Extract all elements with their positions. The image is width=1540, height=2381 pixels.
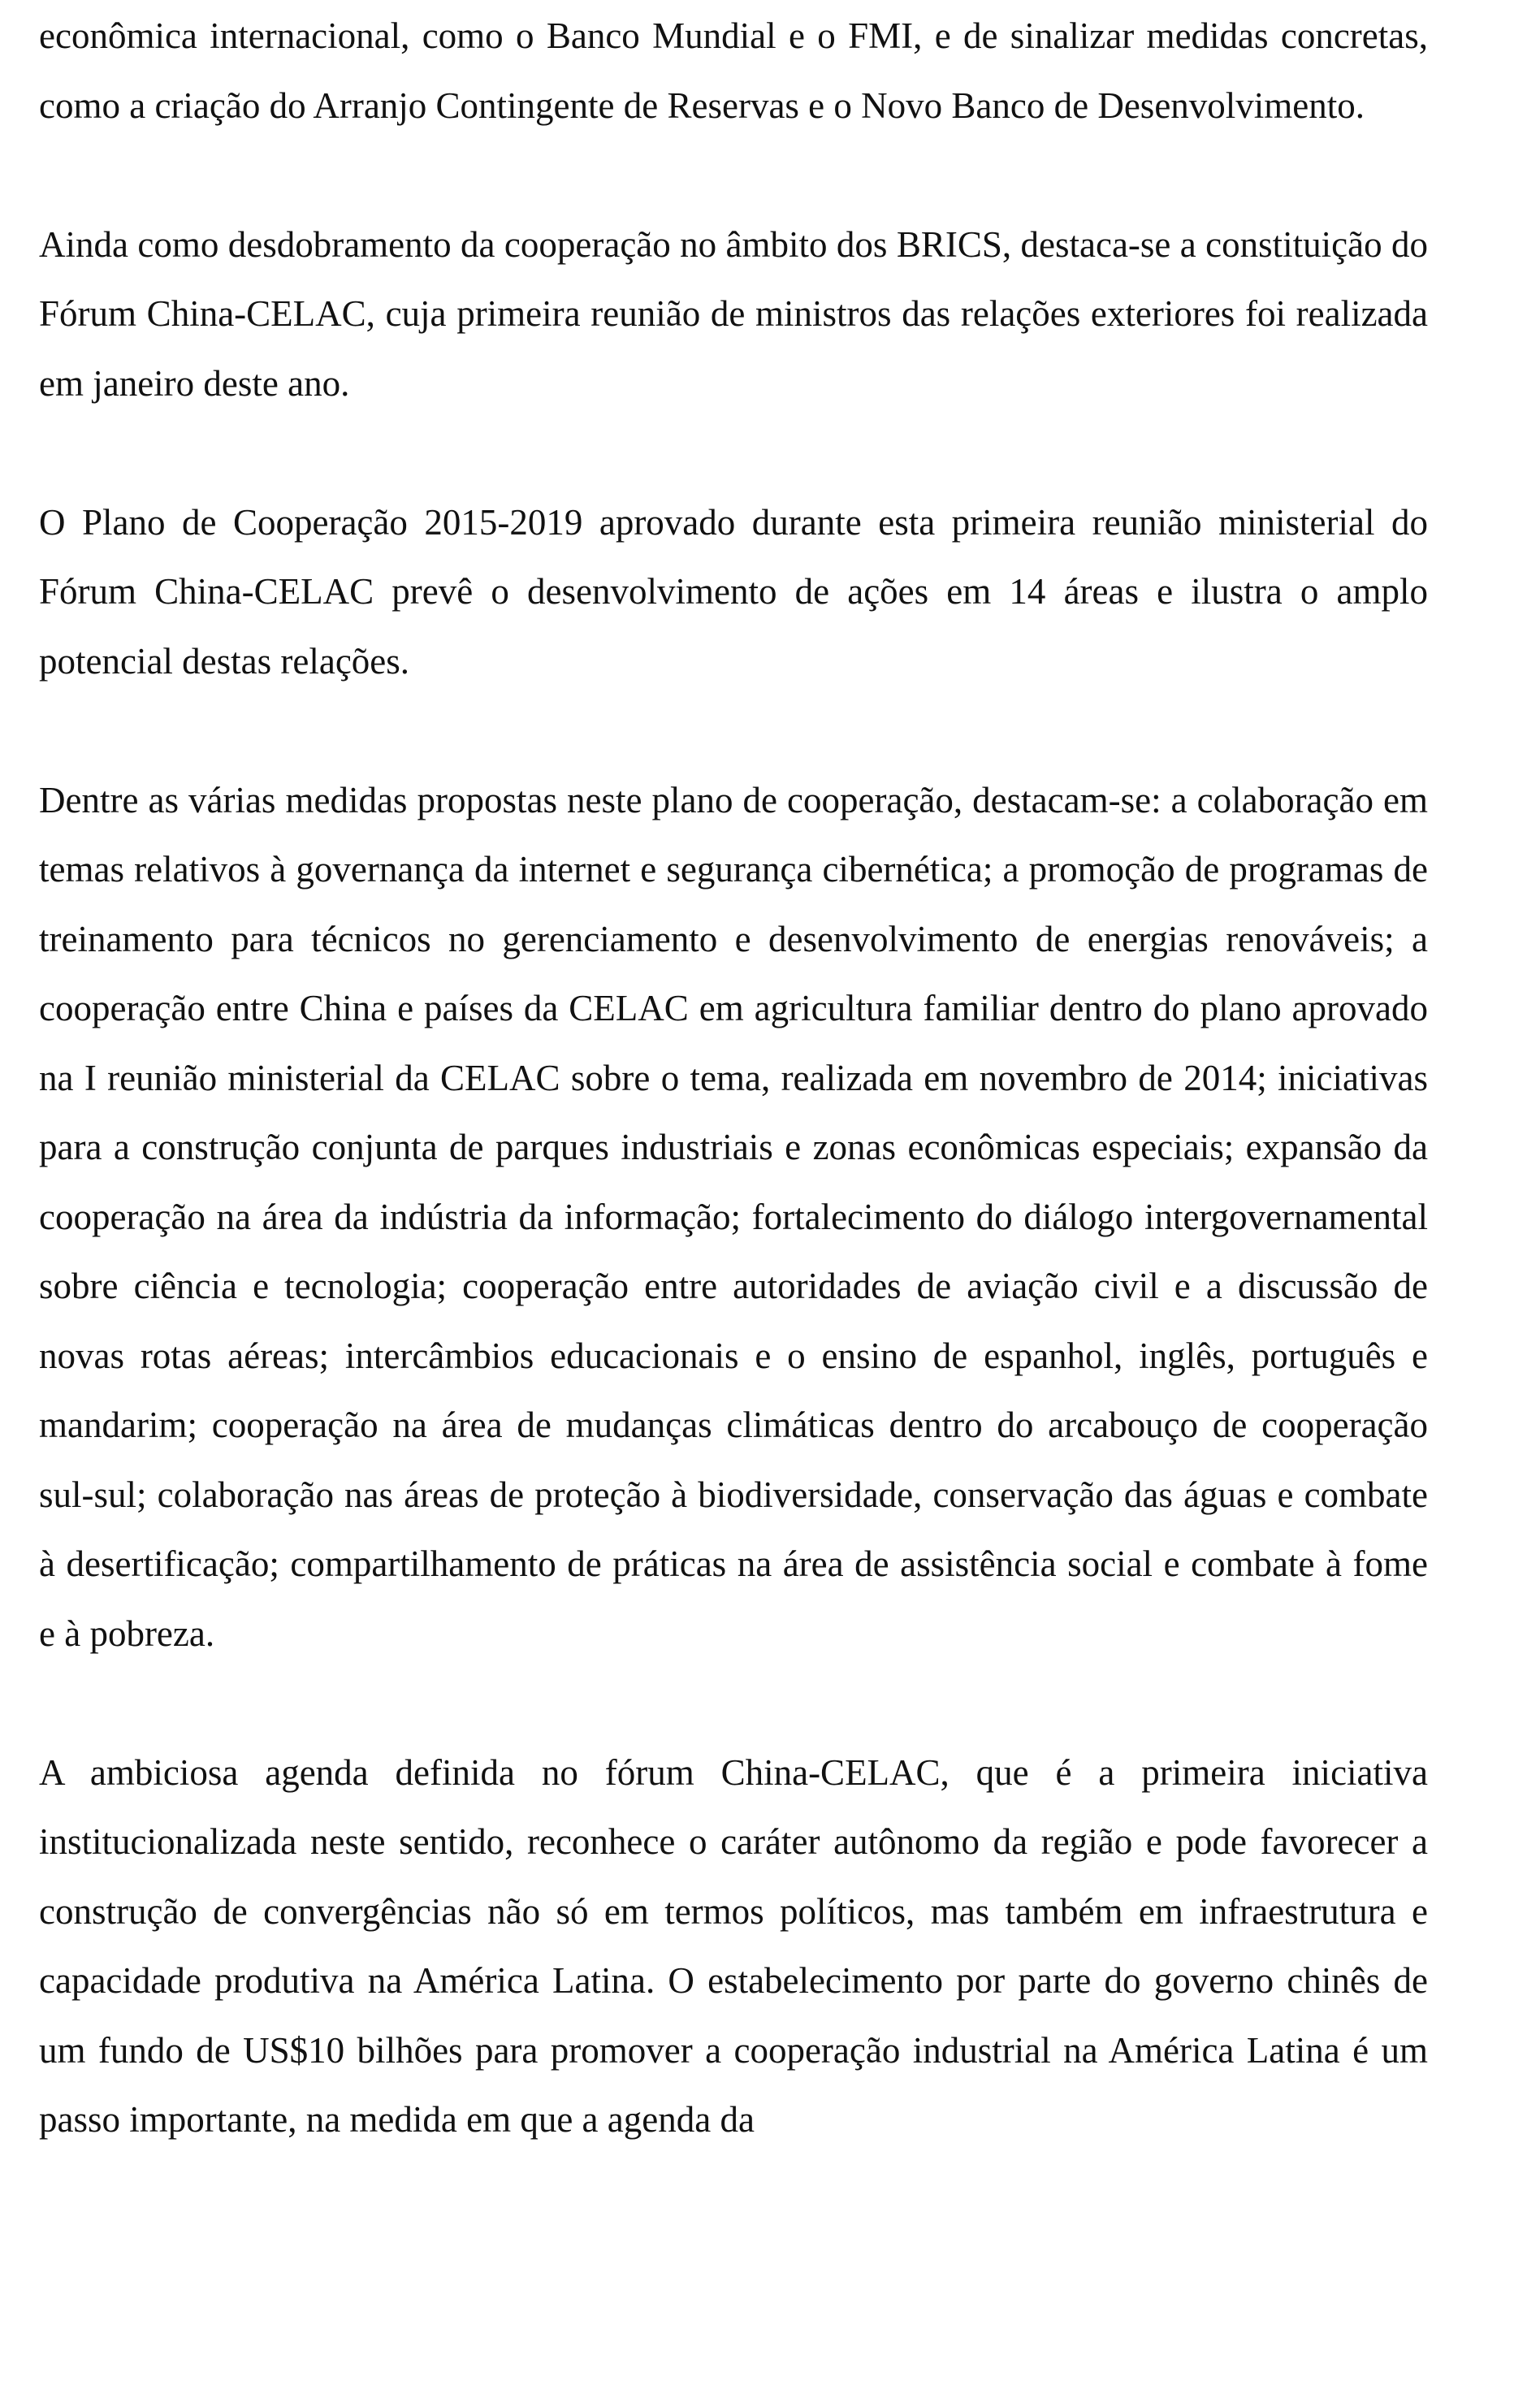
document-page [39,0,1428,2224]
paragraph-3: O Plano de Cooperação 2015-2019 aprovado durante esta primeira reunião ministerial do Fórum China-CELAC prevê o desenvolvimento de ações em 14 áreas e ilustra o amplo potencial destas relações. [39,501,1428,682]
paragraph-4: Dentre as várias medidas propostas neste plano de cooperação, destacam-se: a colaboração em temas relativos à governança da internet e segurança cibernética; a promoção de programas de treinamento para técnicos no gerenciamento e desenvolvimento de energias renováveis; a cooperação entre China e países da CELAC em agricultura familiar dentro do plano aprovado na I reunião ministerial da CELAC sobre o tema, realizada em novembro de 2014; iniciativas para a construção conjunta de parques industriais e zonas econômicas especiais; expansão da cooperação na área da indústria da informação; fortalecimento do diálogo intergovernamental sobre ciência e tecnologia; cooperação entre autoridades de aviação civil e a discussão de novas rotas aéreas; intercâmbios educacionais e o ensino de espanhol, inglês, português e mandarim; cooperação na área de mudanças climáticas dentro do arcabouço de cooperação sul-sul; colaboração nas áreas de proteção à biodiversidade, conservação das águas e combate à desertificação; compartilhamento de práticas na área de assistência social e combate à fome e à pobreza. [39,779,1428,1654]
paragraph-2: Ainda como desdobramento da cooperação no âmbito dos BRICS, destaca-se a constituição do Fórum China-CELAC, cuja primeira reunião de ministros das relações exteriores foi realizada em janeiro deste ano. [39,223,1428,404]
paragraph-1: econômica internacional, como o Banco Mundial e o FMI, e de sinalizar medidas concretas, como a criação do Arranjo Contingente de Reservas e o Novo Banco de Desenvolvimento. [39,15,1428,126]
paragraph-5: A ambiciosa agenda definida no fórum China-CELAC, que é a primeira iniciativa institucionalizada neste sentido, reconhece o caráter autônomo da região e pode favorecer a construção de convergências não só em termos políticos, mas também em infraestrutura e capacidade produtiva na América Latina. O estabelecimento por parte do governo chinês de um fundo de US$10 bilhões para promover a cooperação industrial na América Latina é um passo importante, na medida em que a agenda da [39,1751,1428,2140]
